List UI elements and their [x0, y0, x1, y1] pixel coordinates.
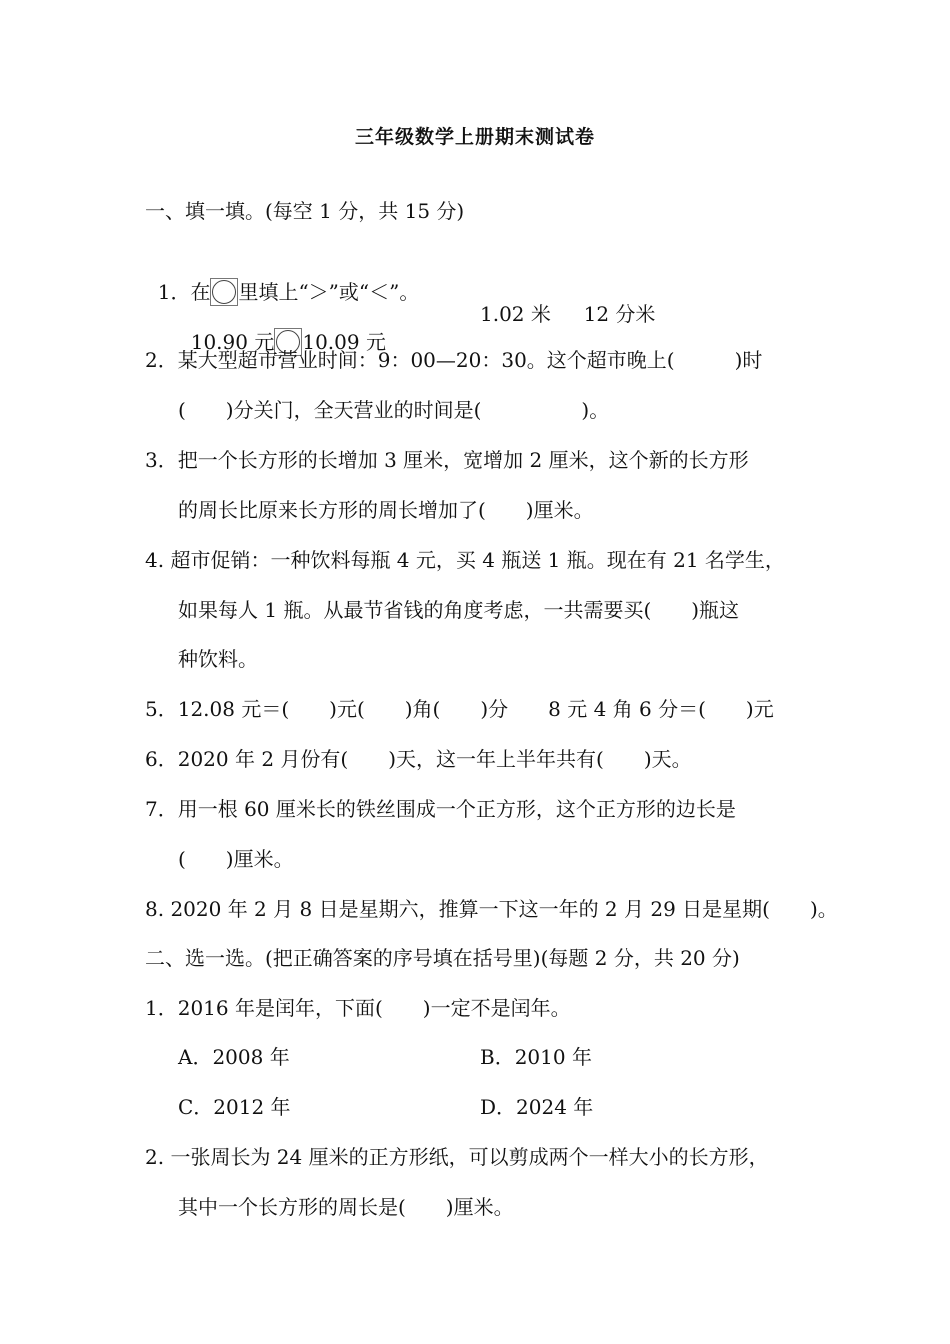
- option-a[interactable]: A．2008 年: [178, 1045, 290, 1069]
- q1-text-a: 1．在: [157, 280, 211, 304]
- section1-heading: 一、填一填。(每空 1 分，共 15 分): [145, 199, 465, 223]
- q4-line1: 4. 超市促销：一种饮料每瓶 4 元，买 4 瓶送 1 瓶。现在有 21 名学生，: [145, 548, 785, 572]
- q7-line2: ( )厘米。: [178, 847, 294, 871]
- page-title: 三年级数学上册期末测试卷: [354, 126, 595, 148]
- q1-line: [145, 250, 419, 308]
- option-b[interactable]: B．2010 年: [480, 1045, 592, 1069]
- q2-line1: 2．某大型超市营业时间：9：00—20：30。这个超市晚上( )时: [145, 348, 763, 372]
- s2-q2-line1: 2. 一张周长为 24 厘米的正方形纸，可以剪成两个一样大小的长方形，: [145, 1145, 769, 1169]
- section2-heading: 二、选一选。(把正确答案的序号填在括号里)(每题 2 分，共 20 分): [145, 946, 740, 970]
- q1-item2: 1.02 米 12 分米: [480, 302, 656, 326]
- s2-q2-line2: 其中一个长方形的周长是( )厘米。: [178, 1195, 514, 1219]
- q6-line: 6．2020 年 2 月份有( )天，这一年上半年共有( )天。: [145, 747, 692, 771]
- q2-line2: ( )分关门，全天营业的时间是( )。: [178, 398, 610, 422]
- q1-item1-left: 10.90 元: [190, 330, 275, 354]
- q7-line1: 7．用一根 60 厘米长的铁丝围成一个正方形，这个正方形的边长是: [145, 797, 736, 821]
- q8-line: 8. 2020 年 2 月 8 日是星期六，推算一下这一年的 2 月 29 日是星期( )。: [145, 897, 838, 921]
- q3-line2: 的周长比原来长方形的周长增加了( )厘米。: [178, 498, 594, 522]
- q4-line3: 种饮料。: [178, 647, 258, 671]
- q5-line: 5．12.08 元＝( )元( )角( )分 8 元 4 角 6 分＝( )元: [145, 697, 774, 721]
- q1-text-b: 里填上“＞”或“＜”。: [238, 280, 420, 304]
- option-d[interactable]: D．2024 年: [480, 1095, 594, 1119]
- q3-line1: 3．把一个长方形的长增加 3 厘米，宽增加 2 厘米，这个新的长方形: [145, 448, 749, 472]
- option-c[interactable]: C．2012 年: [178, 1095, 291, 1119]
- s2-q1-stem: 1．2016 年是闰年，下面( )一定不是闰年。: [145, 996, 571, 1020]
- q1-item1-right: 10.09 元: [302, 330, 386, 354]
- q4-line2: 如果每人 1 瓶。从最节省钱的角度考虑，一共需要买( )瓶这: [178, 598, 740, 622]
